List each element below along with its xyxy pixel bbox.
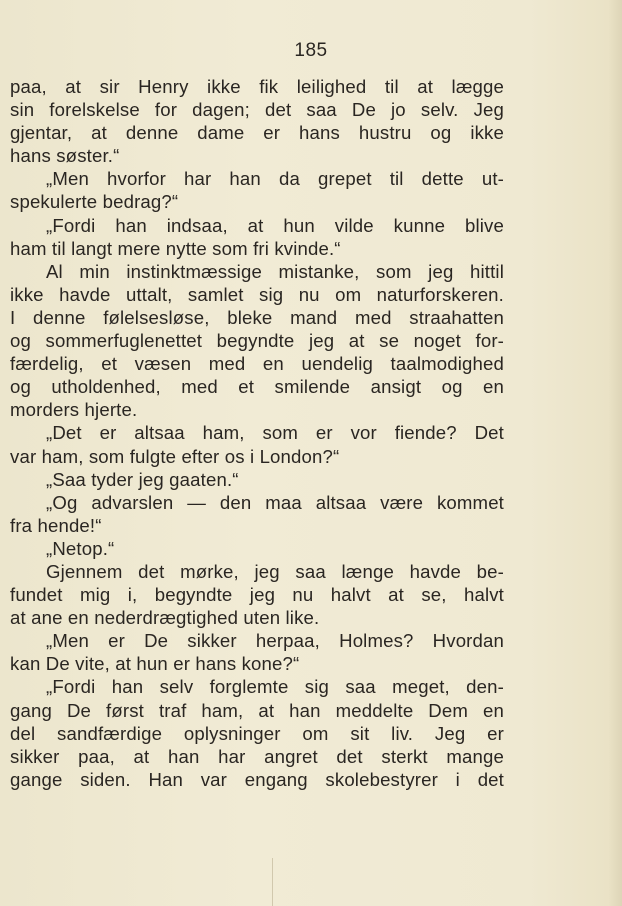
text-line: sin forelskelse for dagen; det saa De jo selv. Jeg [10,99,504,121]
text-line: var ham, som fulgte efter os i London?“ [10,445,340,467]
page-crease [272,858,273,906]
text-line: fundet mig i, begyndte jeg nu halvt at se, halvt [10,584,504,606]
text-line: „Netop.“ [46,537,115,559]
text-line: del sandfærdige oplysninger om sit liv. Jeg er [10,722,504,744]
text-line: spekulerte bedrag?“ [10,191,179,213]
text-line: „Og advarslen — den maa altsaa være kommet [46,491,504,513]
text-line: sikker paa, at han har angret det sterkt mange [10,745,504,767]
text-line: „Saa tyder jeg gaaten.“ [46,468,239,490]
text-line: gange siden. Han var engang skolebestyrer i det [10,768,504,790]
text-line: „Det er altsaa ham, som er vor fiende? Det [46,422,504,444]
text-line: færdelig, et væsen med en uendelig taalmodighed [10,353,504,375]
text-line: ikke havde uttalt, samlet sig nu om naturforskeren. [10,283,504,305]
text-line: gang De først traf ham, at han meddelte Dem en [10,699,504,721]
text-line: I denne følelsesløse, bleke mand med straahatten [10,306,504,328]
body-text [10,75,504,791]
text-line: at ane en nederdrægtighed uten like. [10,607,320,629]
text-line: „Fordi han selv forglemte sig saa meget, den- [46,676,504,698]
text-line: og sommerfuglenettet begyndte jeg at se noget for- [10,330,504,352]
text-line: fra hende!“ [10,514,102,536]
text-line: „Fordi han indsaa, at hun vilde kunne blive [46,214,504,236]
page-number: 185 [294,40,328,61]
text-line: Gjennem det mørke, jeg saa længe havde be- [46,560,504,582]
text-line: „Men hvorfor har han da grepet til dette ut- [46,168,504,190]
text-line: gjentar, at denne dame er hans hustru og ikke [10,122,504,144]
text-line: kan De vite, at hun er hans kone?“ [10,653,300,675]
page-edge-shadow [608,0,622,906]
text-line: Al min instinktmæssige mistanke, som jeg hittil [46,260,504,282]
text-line: morders hjerte. [10,399,138,421]
text-line: ham til langt mere nytte som fri kvinde.“ [10,237,341,259]
text-line: „Men er De sikker herpaa, Holmes? Hvordan [46,630,504,652]
text-line: og utholdenhed, med et smilende ansigt og en [10,376,504,398]
text-line: hans søster.“ [10,145,120,167]
text-line: paa, at sir Henry ikke fik leilighed til at lægge [10,76,504,97]
